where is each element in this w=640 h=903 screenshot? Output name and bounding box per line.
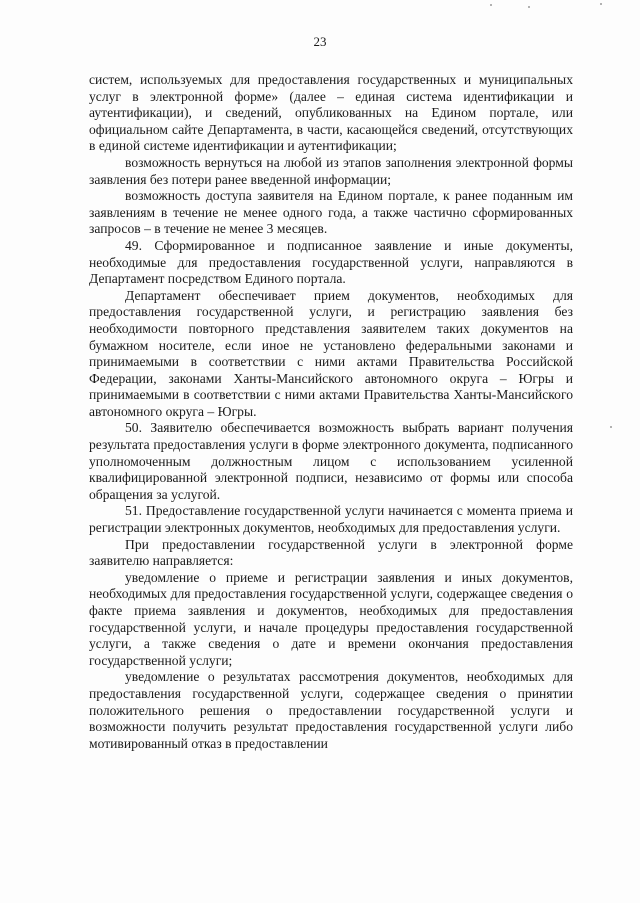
paragraph: уведомление о результатах рассмотрения документов, необходимых для предоставления государственной услуги, содержащее сведения о принятии положительного решения о предоставлении государственной услуги и возможности получить результат предоставления государственной услуги либо мотивированный отказ в предоставлении bbox=[89, 669, 573, 751]
paragraph: 50. Заявителю обеспечивается возможность выбрать вариант получения результата предоставления услуги в форме электронного документа, подписанного уполномоченным должностным лицом с использованием усиленной квалифицированной электронной подписи, независимо от формы или способа обращения за услугой. bbox=[89, 420, 573, 502]
scan-speck bbox=[600, 3, 602, 5]
paragraph: возможность вернуться на любой из этапов заполнения электронной формы заявления без потери ранее введенной информации; bbox=[89, 154, 573, 187]
paragraph: уведомление о приеме и регистрации заявления и иных документов, необходимых для предоставления государственной услуги, содержащее сведения о факте приема заявления и документов, необходимых для предоставления государственной услуги, и начале процедуры предоставления государственной услуги, а также сведения о дате и времени окончания предоставления государственной услуги; bbox=[89, 569, 573, 668]
scan-speck bbox=[490, 4, 492, 6]
paragraph: возможность доступа заявителя на Едином портале, к ранее поданным им заявлениям в течение не менее одного года, а также частично сформированных запросов – в течение не менее 3 месяцев. bbox=[89, 188, 573, 237]
paragraph: систем, используемых для предоставления государственных и муниципальных услуг в электронной форме» (далее – единая система идентификации и аутентификации), и сведений, опубликованных на Едином портале, или официальном сайте Департамента, в части, касающейся сведений, отсутствующих в единой системе идентификации и аутентификации; bbox=[89, 72, 573, 154]
document-body bbox=[89, 72, 573, 752]
scan-speck bbox=[610, 426, 612, 428]
paragraph: 51. Предоставление государственной услуги начинается с момента приема и регистрации электронных документов, необходимых для предоставления услуги. bbox=[89, 503, 573, 536]
paragraph: 49. Сформированное и подписанное заявление и иные документы, необходимые для предоставления государственной услуги, направляются в Департамент посредством Единого портала. bbox=[89, 237, 573, 287]
scan-speck bbox=[528, 6, 530, 8]
paragraph: Департамент обеспечивает прием документов, необходимых для предоставления государственной услуги, и регистрацию заявления без необходимости повторного представления заявителем таких документов на бумажном носителе, если иное не установлено федеральными законами и принимаемыми в соответствии с ними актами Правительства Российской Федерации, законами Ханты-Мансийского автономного округа – Югры и принимаемыми в соответствии с ними актами Правительства Ханты-Мансийского автономного округа – Югры. bbox=[89, 287, 573, 419]
page-number: 23 bbox=[313, 34, 327, 49]
paragraph: При предоставлении государственной услуги в электронной форме заявителю направляется: bbox=[89, 536, 573, 569]
